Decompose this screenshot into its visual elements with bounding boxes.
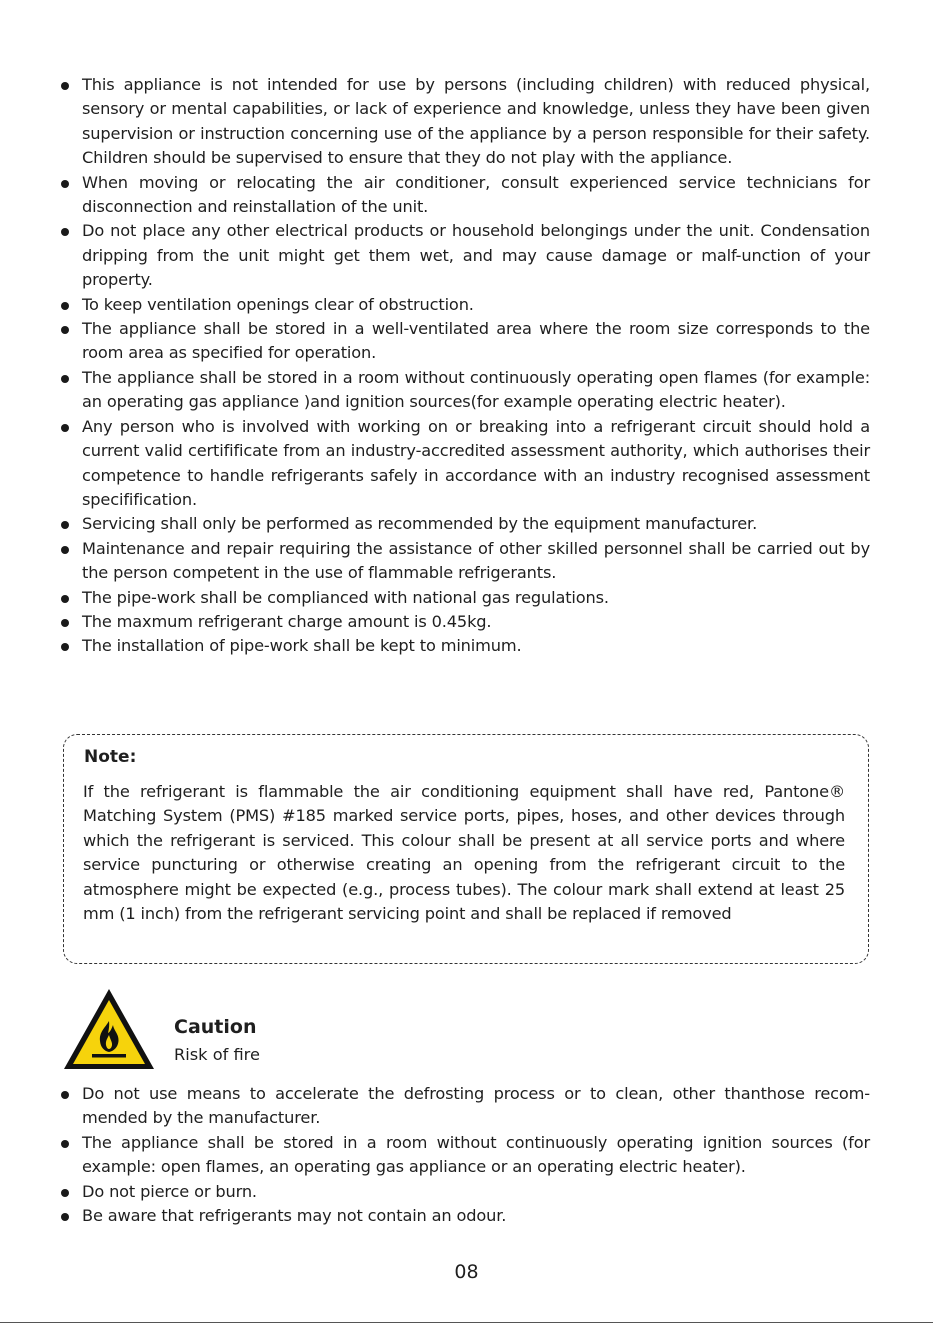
flammable-warning-icon: [61, 986, 157, 1072]
bullet-icon: [61, 302, 69, 310]
bullet-icon: [61, 1189, 69, 1197]
bullet-icon: [61, 546, 69, 554]
bullet-icon: [61, 375, 69, 383]
bullet-icon: [61, 1213, 69, 1221]
bullet-icon: [61, 326, 69, 334]
bullet-icon: [61, 424, 69, 432]
list-item: The maxmum refrigerant charge amount is 0.45kg.: [60, 610, 870, 634]
caution-subtitle: Risk of fire: [174, 1045, 260, 1064]
list-item: Do not place any other electrical products or household belongings under the unit. Condensation dripping from the unit might get them wet, and may cause damage or malf-unction of your property.: [60, 219, 870, 292]
list-item: The pipe-work shall be complianced with national gas regulations.: [60, 586, 870, 610]
list-item: Be aware that refrigerants may not contain an odour.: [60, 1204, 870, 1228]
bullet-icon: [61, 595, 69, 603]
list-item: Do not use means to accelerate the defrosting process or to clean, other thanthose recom-mended by the manufacturer.: [60, 1082, 870, 1131]
note-box: [63, 734, 869, 964]
note-title: Note:: [84, 747, 137, 767]
bullet-icon: [61, 180, 69, 188]
note-body: If the refrigerant is flammable the air conditioning equipment shall have red, Pantone® Matching System (PMS) #185 marked service ports, pipes, hoses, and other devices through which the refrigerant is serviced. This colour shall be present at all service ports and where service puncturing or otherwise creating an opening from the refrigerant circuit to the atmosphere might be expected (e.g., process tubes). The colour mark shall extend at least 25 mm (1 inch) from the refrigerant servicing point and shall be replaced if removed: [83, 782, 845, 924]
list-item: To keep ventilation openings clear of obstruction.: [60, 293, 870, 317]
list-item: Maintenance and repair requiring the assistance of other skilled personnel shall be carried out by the person competent in the use of flammable refrigerants.: [60, 537, 870, 586]
list-item: Any person who is involved with working on or breaking into a refrigerant circuit should hold a current valid certifificate from an industry-accredited assessment authority, which authorises their competence to handle refrigerants safely in accordance with an industry recognised assessment specifification.: [60, 415, 870, 513]
footer-divider: [0, 1322, 933, 1323]
caution-list: [60, 1082, 870, 1228]
bullet-icon: [61, 228, 69, 236]
caution-title: Caution: [174, 1016, 257, 1038]
list-item: The appliance shall be stored in a room without continuously operating open flames (for example: an operating gas appliance )and ignition sources(for example operating electric heater).: [60, 366, 870, 415]
bullet-icon: [61, 82, 69, 90]
bullet-icon: [61, 619, 69, 627]
list-item: This appliance is not intended for use by persons (including children) with reduced physical, sensory or mental capabilities, or lack of experience and knowledge, unless they have been given supervision or instruction concerning use of the appliance by a person responsible for their safety. Children should be supervised to ensure that they do not play with the appliance.: [60, 73, 870, 171]
list-item: The installation of pipe-work shall be kept to minimum.: [60, 634, 870, 658]
list-item: The appliance shall be stored in a room without continuously operating ignition sources (for example: open flames, an operating gas appliance or an operating electric heater).: [60, 1131, 870, 1180]
list-item: When moving or relocating the air conditioner, consult experienced service technicians for disconnection and reinstallation of the unit.: [60, 171, 870, 220]
list-item: The appliance shall be stored in a well-ventilated area where the room size corresponds to the room area as specified for operation.: [60, 317, 870, 366]
bullet-icon: [61, 1091, 69, 1099]
list-item: Do not pierce or burn.: [60, 1180, 870, 1204]
safety-list: [60, 73, 870, 659]
bullet-icon: [61, 643, 69, 651]
bullet-icon: [61, 1140, 69, 1148]
bullet-icon: [61, 521, 69, 529]
list-item: Servicing shall only be performed as recommended by the equipment manufacturer.: [60, 512, 870, 536]
page-number: 08: [454, 1261, 479, 1283]
